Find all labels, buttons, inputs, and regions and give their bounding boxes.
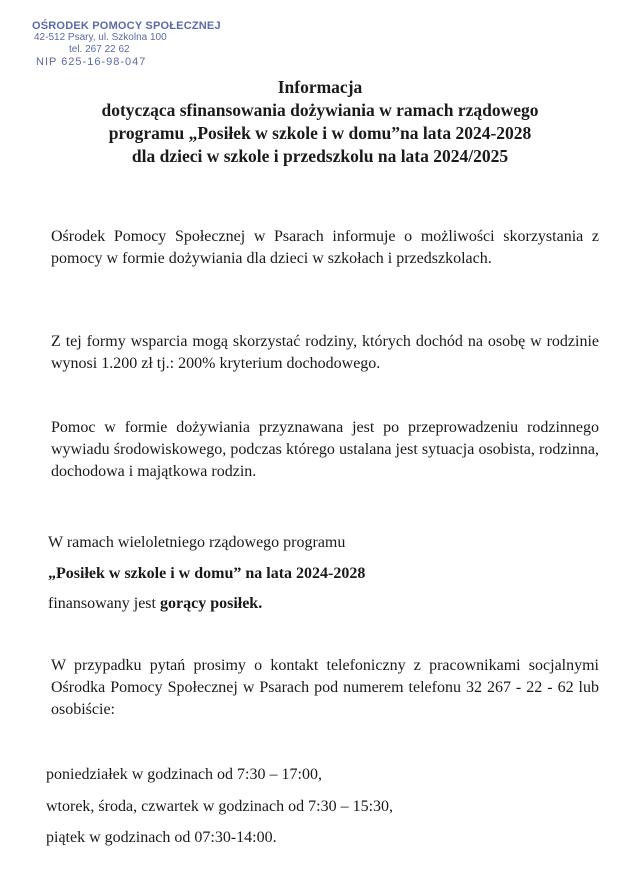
program-financed — [48, 594, 262, 614]
stamp-organization-name: OŚRODEK POMOCY SPOŁECZNEJ — [32, 20, 221, 32]
title-line-2: dotycząca sfinansowania dożywiania w ramach rządowego — [101, 100, 539, 120]
interview-paragraph: Pomoc w formie dożywiania przyznawana jest po przeprowadzeniu rodzinnego wywiadu środowiskowego, podczas którego ustalana jest sytuacja osobista, rodzinna, dochodowa i majątkowa rodzin. — [51, 419, 599, 480]
stamp-phone: tel. 267 22 62 — [69, 44, 130, 55]
document-title — [40, 76, 600, 168]
contact-paragraph: W przypadku pytań prosimy o kontakt telefoniczny z pracownikami socjalnymi Ośrodka Pomocy Społecznej w Psarach pod numerem telefonu 32 267 - 22 - 62 lub osobiście: — [51, 657, 599, 718]
program-name: „Posiłek w szkole i w domu” na lata 2024-2028 — [48, 565, 366, 582]
title-line-3: programu „Posiłek w szkole i w domu”na lata 2024-2028 — [108, 123, 532, 143]
hours-monday: poniedziałek w godzinach od 7:30 – 17:00, — [46, 766, 322, 783]
hours-tue-wed-thu: wtorek, środa, czwartek w godzinach od 7:30 – 15:30, — [46, 798, 394, 815]
stamp-address: 42-512 Psary, ul. Szkolna 100 — [34, 32, 167, 43]
stamp-nip: NIP 625-16-98-047 — [36, 56, 147, 68]
eligibility-paragraph: Z tej formy wsparcia mogą skorzystać rodziny, których dochód na osobę w rodzinie wynosi 1.200 zł tj.: 200% kryterium dochodowego. — [51, 333, 599, 372]
program-financed-meal: gorący posiłek. — [159, 595, 263, 612]
organization-stamp — [32, 20, 221, 68]
hours-friday: piątek w godzinach od 07:30-14:00. — [46, 829, 277, 846]
program-intro: W ramach wieloletniego rządowego programu — [48, 534, 346, 551]
program-financed-prefix: finansowany jest — [48, 595, 160, 612]
intro-paragraph: Ośrodek Pomocy Społecznej w Psarach informuje o możliwości skorzystania z pomocy w formie dożywiania dla dzieci w szkołach i przedszkolach. — [51, 228, 599, 267]
title-line-1: Informacja — [277, 77, 363, 97]
title-line-4: dla dzieci w szkole i przedszkolu na lata 2024/2025 — [131, 146, 509, 166]
